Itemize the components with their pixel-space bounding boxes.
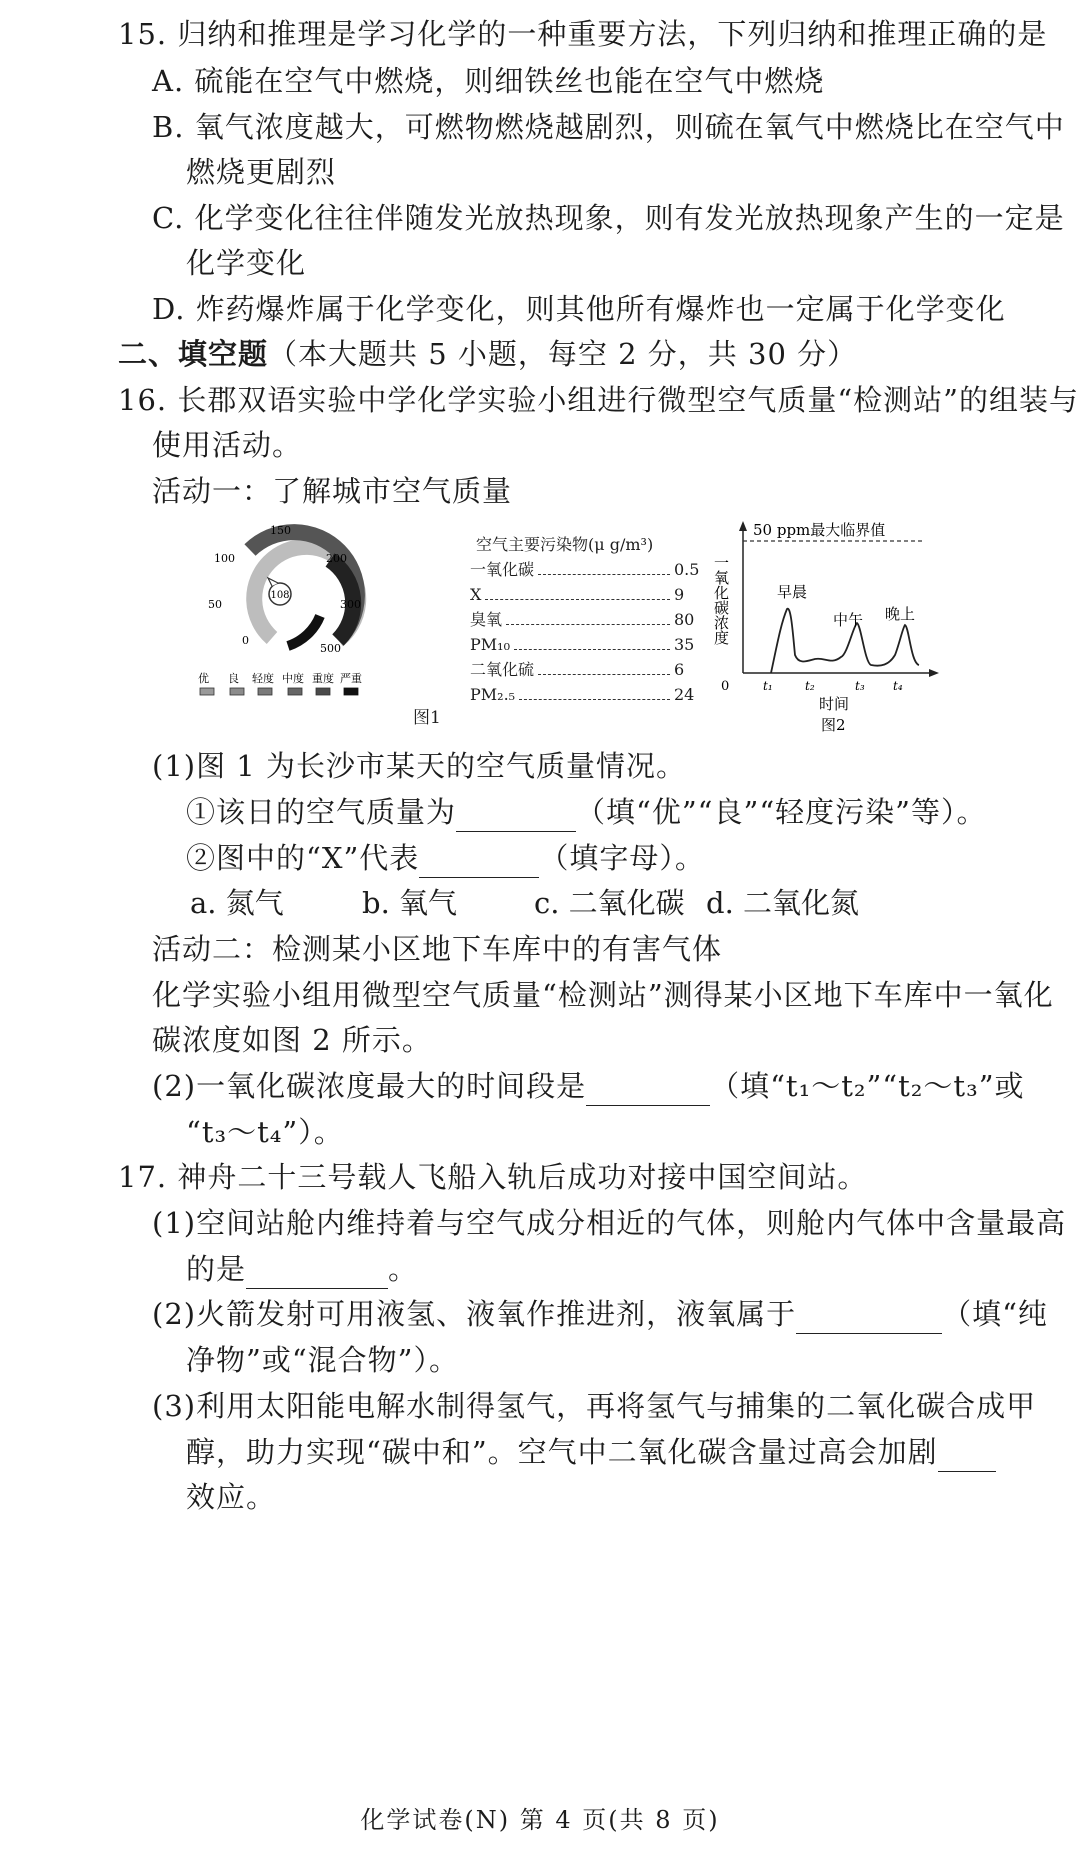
gauge-label-100: 100 bbox=[214, 552, 235, 565]
pollutant-name: X bbox=[470, 585, 482, 604]
gauge-label-500: 500 bbox=[320, 642, 341, 655]
q16-option: d. 二氧化氮 bbox=[706, 886, 860, 920]
q17-part2 bbox=[152, 1294, 1048, 1334]
pollutant-name: PM₂.₅ bbox=[470, 685, 516, 704]
answer-blank[interactable] bbox=[938, 1441, 996, 1472]
peak-label-evening: 晚上 bbox=[885, 605, 916, 623]
gauge-label-150: 150 bbox=[270, 524, 291, 537]
y-axis-label: 一氧化碳浓度 bbox=[712, 555, 730, 645]
tick-t2: t₂ bbox=[805, 679, 815, 693]
q16-option: c. 二氧化碳 bbox=[534, 886, 685, 920]
q16-part2-cont: “t₃～t₄”）。 bbox=[186, 1115, 344, 1149]
pollutant-value: 6 bbox=[674, 660, 685, 679]
x-axis-arrow bbox=[929, 669, 939, 677]
answer-blank[interactable] bbox=[419, 847, 539, 878]
answer-blank[interactable] bbox=[246, 1258, 388, 1289]
q16-option: a. 氮气 bbox=[190, 886, 284, 920]
pollutant-value: 35 bbox=[674, 635, 695, 654]
answer-blank[interactable] bbox=[456, 801, 576, 832]
figure1-gauge bbox=[190, 520, 390, 730]
q17-part3-cont bbox=[186, 1432, 996, 1472]
page-footer: 化学试卷(N) 第 4 页(共 8 页) bbox=[360, 1806, 720, 1834]
level-swatch bbox=[344, 688, 358, 695]
q16-part2-text: (2)一氧化碳浓度最大的时间段是 bbox=[152, 1069, 587, 1103]
y-axis-arrow bbox=[739, 521, 747, 531]
section-note: （本大题共 5 小题，每空 2 分，共 30 分） bbox=[268, 337, 858, 371]
q15-stem: 15. 归纳和推理是学习化学的一种重要方法，下列归纳和推理正确的是 bbox=[118, 17, 1048, 51]
q16-part2 bbox=[152, 1066, 1025, 1106]
figure1-caption: 图1 bbox=[413, 708, 441, 728]
q15-option-d: D. 炸药爆炸属于化学变化，则其他所有爆炸也一定属于化学变化 bbox=[152, 292, 1006, 326]
pollutant-value: 0.5 bbox=[674, 560, 700, 579]
threshold-label: 50 ppm最大临界值 bbox=[753, 521, 886, 539]
pollutant-value: 24 bbox=[674, 685, 695, 704]
q15-option-c-cont: 化学变化 bbox=[186, 246, 307, 280]
pollutant-name: 一氧化碳 bbox=[470, 560, 535, 579]
gauge-ring-end bbox=[288, 616, 320, 646]
section-title bbox=[118, 334, 857, 374]
pollutant-row bbox=[470, 582, 700, 607]
level-swatch bbox=[258, 688, 272, 695]
x-axis-label: 时间 bbox=[819, 695, 850, 713]
q17-part1-end: 。 bbox=[388, 1252, 419, 1286]
level-label: 良 bbox=[228, 672, 239, 685]
level-label: 轻度 bbox=[252, 672, 274, 685]
level-legend bbox=[198, 671, 362, 695]
pollutant-row bbox=[470, 607, 700, 632]
level-label: 中度 bbox=[282, 672, 304, 685]
leader-line bbox=[519, 699, 670, 700]
leader-line bbox=[538, 574, 670, 575]
figure2-chart bbox=[712, 515, 965, 735]
q17-part2-hint: （填“纯 bbox=[942, 1297, 1048, 1331]
q16-part1a-text: ①该日的空气质量为 bbox=[186, 795, 457, 829]
tick-t1: t₁ bbox=[763, 679, 773, 693]
pollutant-row bbox=[470, 557, 700, 582]
pollutant-table bbox=[470, 532, 700, 707]
q16-part1b-text: ②图中的“X”代表 bbox=[186, 841, 420, 875]
level-swatch bbox=[200, 688, 214, 695]
q16-activity-2-text-cont: 碳浓度如图 2 所示。 bbox=[152, 1023, 432, 1057]
level-label: 优 bbox=[198, 672, 209, 685]
q16-part1a-hint: （填“优”“良”“轻度污染”等）。 bbox=[576, 795, 987, 829]
q16-stem-cont: 使用活动。 bbox=[152, 428, 303, 462]
pollutant-value: 9 bbox=[674, 585, 685, 604]
pollutant-row bbox=[470, 632, 700, 657]
answer-blank[interactable] bbox=[796, 1303, 942, 1334]
q15-option-b-cont: 燃烧更剧烈 bbox=[186, 155, 337, 189]
q15-option-b: B. 氧气浓度越大，可燃物燃烧越剧烈，则硫在氧气中燃烧比在空气中 bbox=[152, 110, 1065, 144]
q15-option-c: C. 化学变化往往伴随发光放热现象，则有发光放热现象产生的一定是 bbox=[152, 201, 1065, 235]
origin-label: 0 bbox=[721, 679, 730, 694]
q16-activity-1: 活动一：了解城市空气质量 bbox=[152, 474, 513, 508]
q17-part1: (1)空间站舱内维持着与空气成分相近的气体，则舱内气体中含量最高 bbox=[152, 1206, 1067, 1240]
q17-part3-text: 醇，助力实现“碳中和”。空气中二氧化碳含量过高会加剧 bbox=[186, 1435, 938, 1469]
pollutant-row bbox=[470, 682, 700, 707]
peak-label-noon: 中午 bbox=[833, 611, 864, 629]
leader-line bbox=[538, 674, 670, 675]
q17-stem: 17. 神舟二十三号载人飞船入轨后成功对接中国空间站。 bbox=[118, 1160, 868, 1194]
q16-part1b-hint: （填字母）。 bbox=[539, 841, 705, 875]
q16-activity-2-text: 化学实验小组用微型空气质量“检测站”测得某小区地下车库中一氧化 bbox=[152, 978, 1054, 1012]
q17-part3: (3)利用太阳能电解水制得氢气，再将氢气与捕集的二氧化碳合成甲 bbox=[152, 1389, 1037, 1423]
level-swatch bbox=[316, 688, 330, 695]
tick-t3: t₃ bbox=[855, 679, 865, 693]
gauge-label-300: 300 bbox=[340, 598, 361, 611]
q16-part1a bbox=[186, 792, 986, 832]
q17-part1-text: 的是 bbox=[186, 1252, 247, 1286]
q17-part1-cont bbox=[186, 1249, 418, 1289]
q16-stem: 16. 长郡双语实验中学化学实验小组进行微型空气质量“检测站”的组装与 bbox=[118, 383, 1079, 417]
q16-part1b bbox=[186, 838, 705, 878]
gauge-label-0: 0 bbox=[242, 634, 249, 647]
gauge-value: 108 bbox=[270, 590, 290, 601]
tick-t4: t₄ bbox=[893, 679, 903, 693]
leader-line bbox=[506, 624, 670, 625]
q16-activity-2: 活动二：检测某小区地下车库中的有害气体 bbox=[152, 932, 723, 966]
q17-part3-end: 效应。 bbox=[186, 1480, 277, 1514]
pollutant-table-title: 空气主要污染物(μ g/m³) bbox=[476, 535, 654, 554]
pollutant-value: 80 bbox=[674, 610, 695, 629]
q16-option: b. 氧气 bbox=[362, 886, 458, 920]
level-label: 严重 bbox=[340, 672, 362, 685]
leader-line bbox=[485, 599, 670, 600]
q17-part2-text: (2)火箭发射可用液氢、液氧作推进剂，液氧属于 bbox=[152, 1297, 797, 1331]
pollutant-row bbox=[470, 657, 700, 682]
pollutant-name: 二氧化硫 bbox=[470, 660, 535, 679]
q15-option-a: A. 硫能在空气中燃烧，则细铁丝也能在空气中燃烧 bbox=[152, 64, 825, 98]
answer-blank[interactable] bbox=[586, 1075, 710, 1106]
q16-part1: (1)图 1 为长沙市某天的空气质量情况。 bbox=[152, 749, 686, 783]
level-swatch bbox=[230, 688, 244, 695]
level-swatch bbox=[288, 688, 302, 695]
pollutant-name: PM₁₀ bbox=[470, 635, 510, 654]
gauge-label-50: 50 bbox=[208, 598, 222, 611]
peak-label-morning: 早晨 bbox=[777, 583, 808, 601]
figure2-caption: 图2 bbox=[821, 716, 846, 734]
section-name: 二、填空题 bbox=[118, 337, 269, 371]
pollutant-name: 臭氧 bbox=[470, 610, 503, 629]
level-label: 重度 bbox=[312, 672, 334, 685]
pollutant-rows bbox=[470, 557, 700, 707]
q16-part2-hint: （填“t₁～t₂”“t₂～t₃”或 bbox=[710, 1069, 1025, 1103]
leader-line bbox=[514, 649, 670, 650]
gauge-label-200: 200 bbox=[326, 552, 347, 565]
q17-part2-cont: 净物”或“混合物”）。 bbox=[186, 1343, 459, 1377]
